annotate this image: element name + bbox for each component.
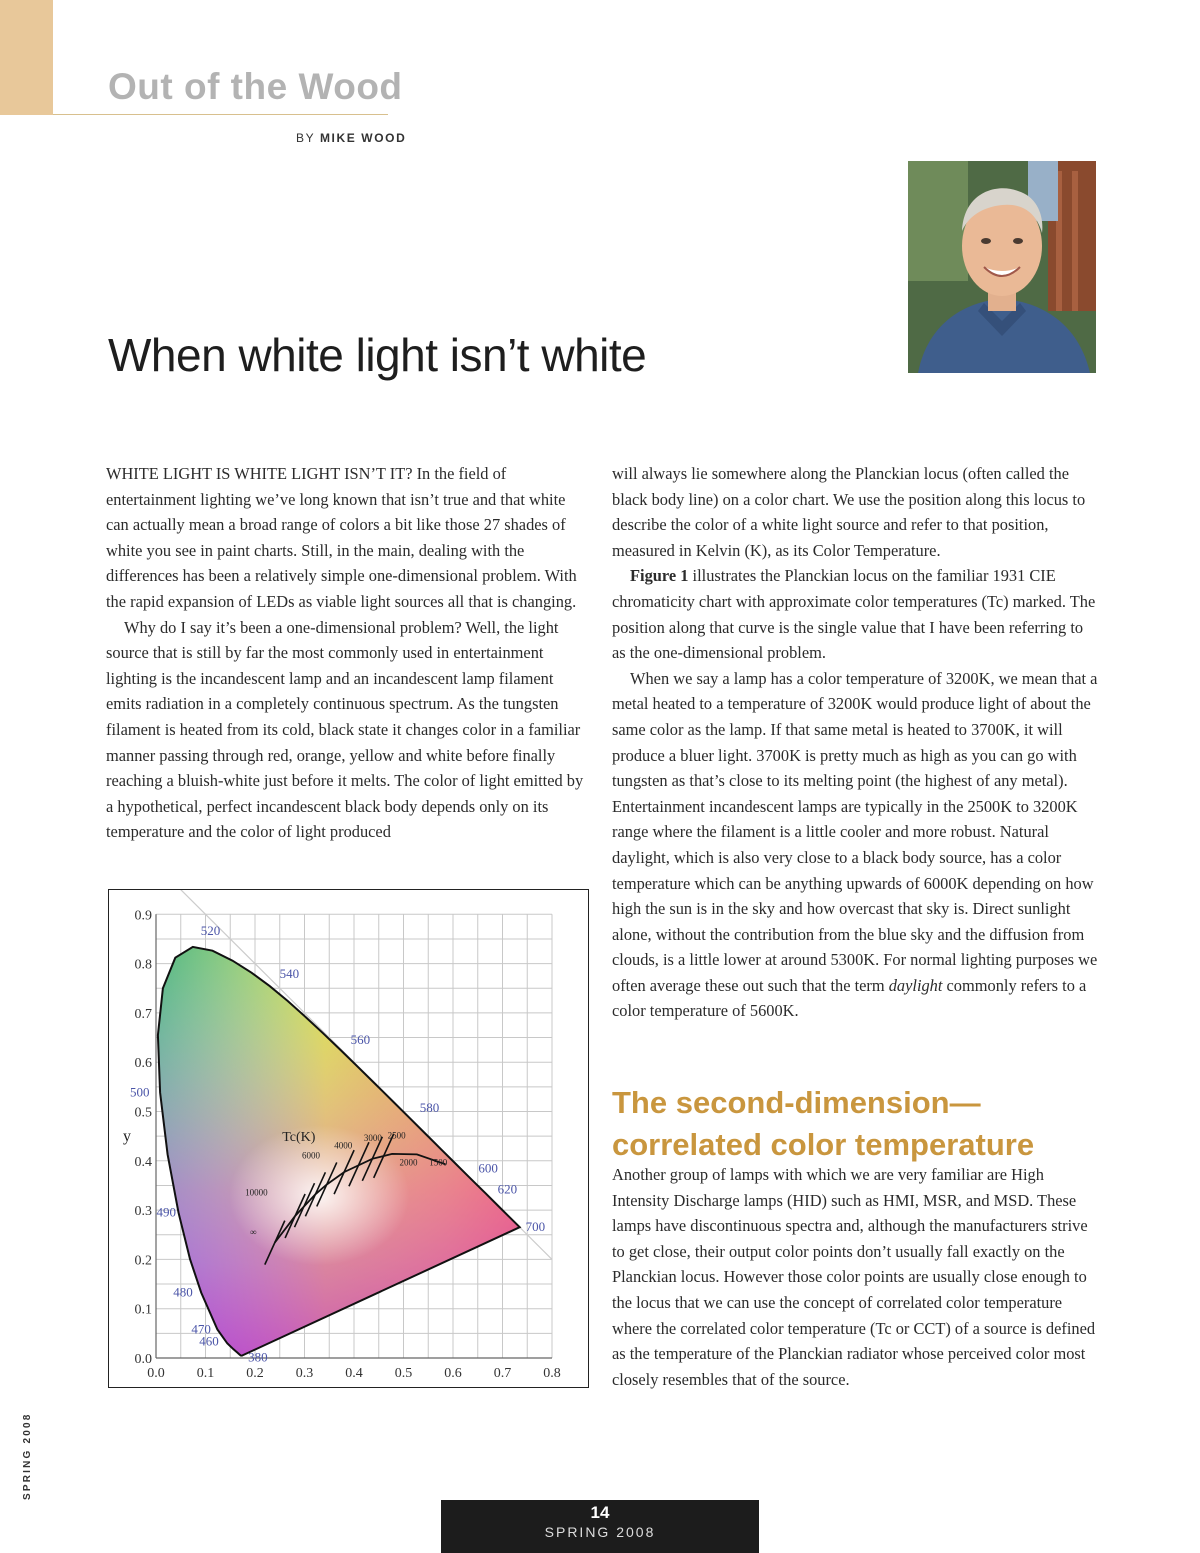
x-tick-label: 0.5 [394,1366,413,1381]
wavelength-label: 620 [497,1181,518,1197]
y-tick-label: 0.1 [134,1302,152,1318]
wavelength-label: 560 [350,1032,371,1048]
x-tick-label: 0.4 [345,1366,363,1381]
x-tick-label: 0.1 [196,1366,215,1381]
wavelength-label: 540 [279,966,300,982]
temperature-label: ∞ [250,1226,257,1237]
paragraph-text: illustrates the Planckian locus on the familiar 1931 CIE chromaticity chart with approximate color temperatures (Tc) marked. The position along that curve is the single value that I have been referring to as the one-dimensional problem. [612,566,1096,663]
paragraph-text: commonly refers to a color temperature of 5600K. [612,975,1087,1021]
x-tick-label: 0.0 [147,1366,165,1381]
article-headline: When white light isn’t white [108,329,647,381]
title-rule [53,114,388,115]
paragraph: Why do I say it’s been a one-dimensional problem? Well, the light source that is still by far the most commonly used in entertainment lighting is the incandescent lamp and an incandescent lamp filament emits radiation in a completely continuous spectrum. As the tungsten filament is heated from its cold, black state it changes color in a familiar manner passing through red, orange, yellow and white before finally reaching a bluish-white just before it melts. The color of light emitted by a hypothetical, perfect incandescent black body depends only on its temperature and the color of light produced [106,617,584,842]
wavelength-label: 700 [525,1219,546,1235]
wavelength-label: 480 [173,1284,193,1300]
cie-chromaticity-figure [108,889,589,1388]
wavelength-label: 520 [200,922,221,938]
temperature-label: 10000 [245,1187,268,1198]
paragraph [612,563,1098,665]
y-tick-label: 0.6 [134,1056,152,1072]
temperature-label: 2500 [387,1130,406,1141]
wavelength-label: 580 [419,1100,440,1116]
x-tick-label: 0.8 [543,1366,561,1381]
wavelength-label: 600 [478,1160,498,1176]
wavelength-label: 470 [191,1321,211,1337]
paragraph-text: When we say a lamp has a color temperature of 3200K, we mean that a metal heated to a temperature of 3200K would produce light of about the same color as the lamp. If that same metal is heated to 3700K, it will produce a bluer light. 3700K is pretty much as high as you can go with tungsten as that’s close to its melting point (the highest of any metal). Entertainment incandescent lamps are typically in the 2500K to 3200K range where the filament is a little cooler and more robust. Natural daylight, which is also very close to a black body source, has a color temperature which can be anything upwards of 6000K depending on how high the sun is in the sky and how overcast that sky is. Direct sunlight alone, without the contribution from the blue sky and the diffusion from clouds, is a little lower at around 5300K. For normal lighting purposes we often average these out such that the term [612,668,1098,995]
tc-label: Tc(K) [282,1130,316,1146]
figure-reference: Figure 1 [630,566,689,586]
side-issue-label: SPRING 2008 [22,1412,33,1500]
wavelength-label: 460 [199,1333,219,1349]
x-tick-label: 0.6 [444,1366,462,1381]
column-title: Out of the Wood [108,66,403,107]
wavelength-label: 490 [156,1204,176,1220]
y-tick-label: 0.0 [134,1352,152,1367]
page-footer [441,1500,759,1553]
x-tick-label: 0.7 [493,1366,512,1381]
article-column-right-continued [612,1162,1098,1392]
wavelength-label: 380 [248,1349,268,1365]
y-tick-label: 0.2 [134,1253,152,1269]
article-column-left [106,461,592,845]
y-tick-label: 0.5 [134,1105,152,1121]
byline [296,131,406,145]
section-subhead: The second-dimension— correlated color temperature [612,1085,1035,1162]
paragraph: Another group of lamps with which we are very familiar are High Intensity Discharge lamps (HID) such as HMI, MSR, and MSD. These lamps have discontinuous spectra and, although the manufacturers strive to get close, their output color points don’t usually fall exactly on the Planckian locus. However those color points are usually close enough to the locus that we can use the concept of correlated color temperature where the correlated color temperature (Tc or CCT) of a source is defined as the temperature of the Planckian radiator whose perceived color most closely resembles that of the source. [612,1165,1096,1389]
temperature-label: 2000 [399,1157,418,1168]
y-tick-label: 0.4 [134,1154,152,1170]
y-axis-label: y [123,1128,131,1146]
author-photo [908,161,1096,373]
cie-chart [109,890,589,1388]
section-tab-accent [0,0,53,115]
paragraph: will always lie somewhere along the Planckian locus (often called the black body line) on a color chart. We use the position along this locus to describe the color of a white light source and refer to that position, measured in Kelvin (K), as its Color Temperature. [612,464,1086,560]
byline-author: MIKE WOOD [319,131,407,145]
y-tick-label: 0.3 [134,1204,152,1220]
byline-prefix: BY [296,131,315,145]
article-column-right [612,461,1098,1024]
footer-issue: SPRING 2008 [544,1524,656,1540]
emphasis-daylight: daylight [888,975,943,995]
temperature-label: 1500 [429,1157,448,1168]
x-tick-label: 0.3 [295,1366,314,1381]
y-tick-label: 0.9 [134,908,152,924]
y-tick-label: 0.8 [134,957,152,973]
x-tick-label: 0.2 [246,1366,264,1381]
temperature-label: 4000 [334,1140,353,1151]
y-tick-label: 0.7 [134,1006,152,1022]
temperature-label: 3000 [363,1133,382,1144]
paragraph: WHITE LIGHT IS WHITE LIGHT ISN’T IT? In the field of entertainment lighting we’ve long known that isn’t true and that white can actually mean a broad range of colors a bit like those 27 shades of white you see in paint charts. Still, in the main, dealing with the differences has been a relatively simple one-dimensional problem. With the rapid expansion of LEDs as viable light sources all that is changing. [106,464,577,611]
temperature-label: 6000 [302,1150,321,1161]
page-number: 14 [590,1503,610,1522]
wavelength-label: 500 [130,1084,150,1100]
paragraph [612,666,1098,1024]
